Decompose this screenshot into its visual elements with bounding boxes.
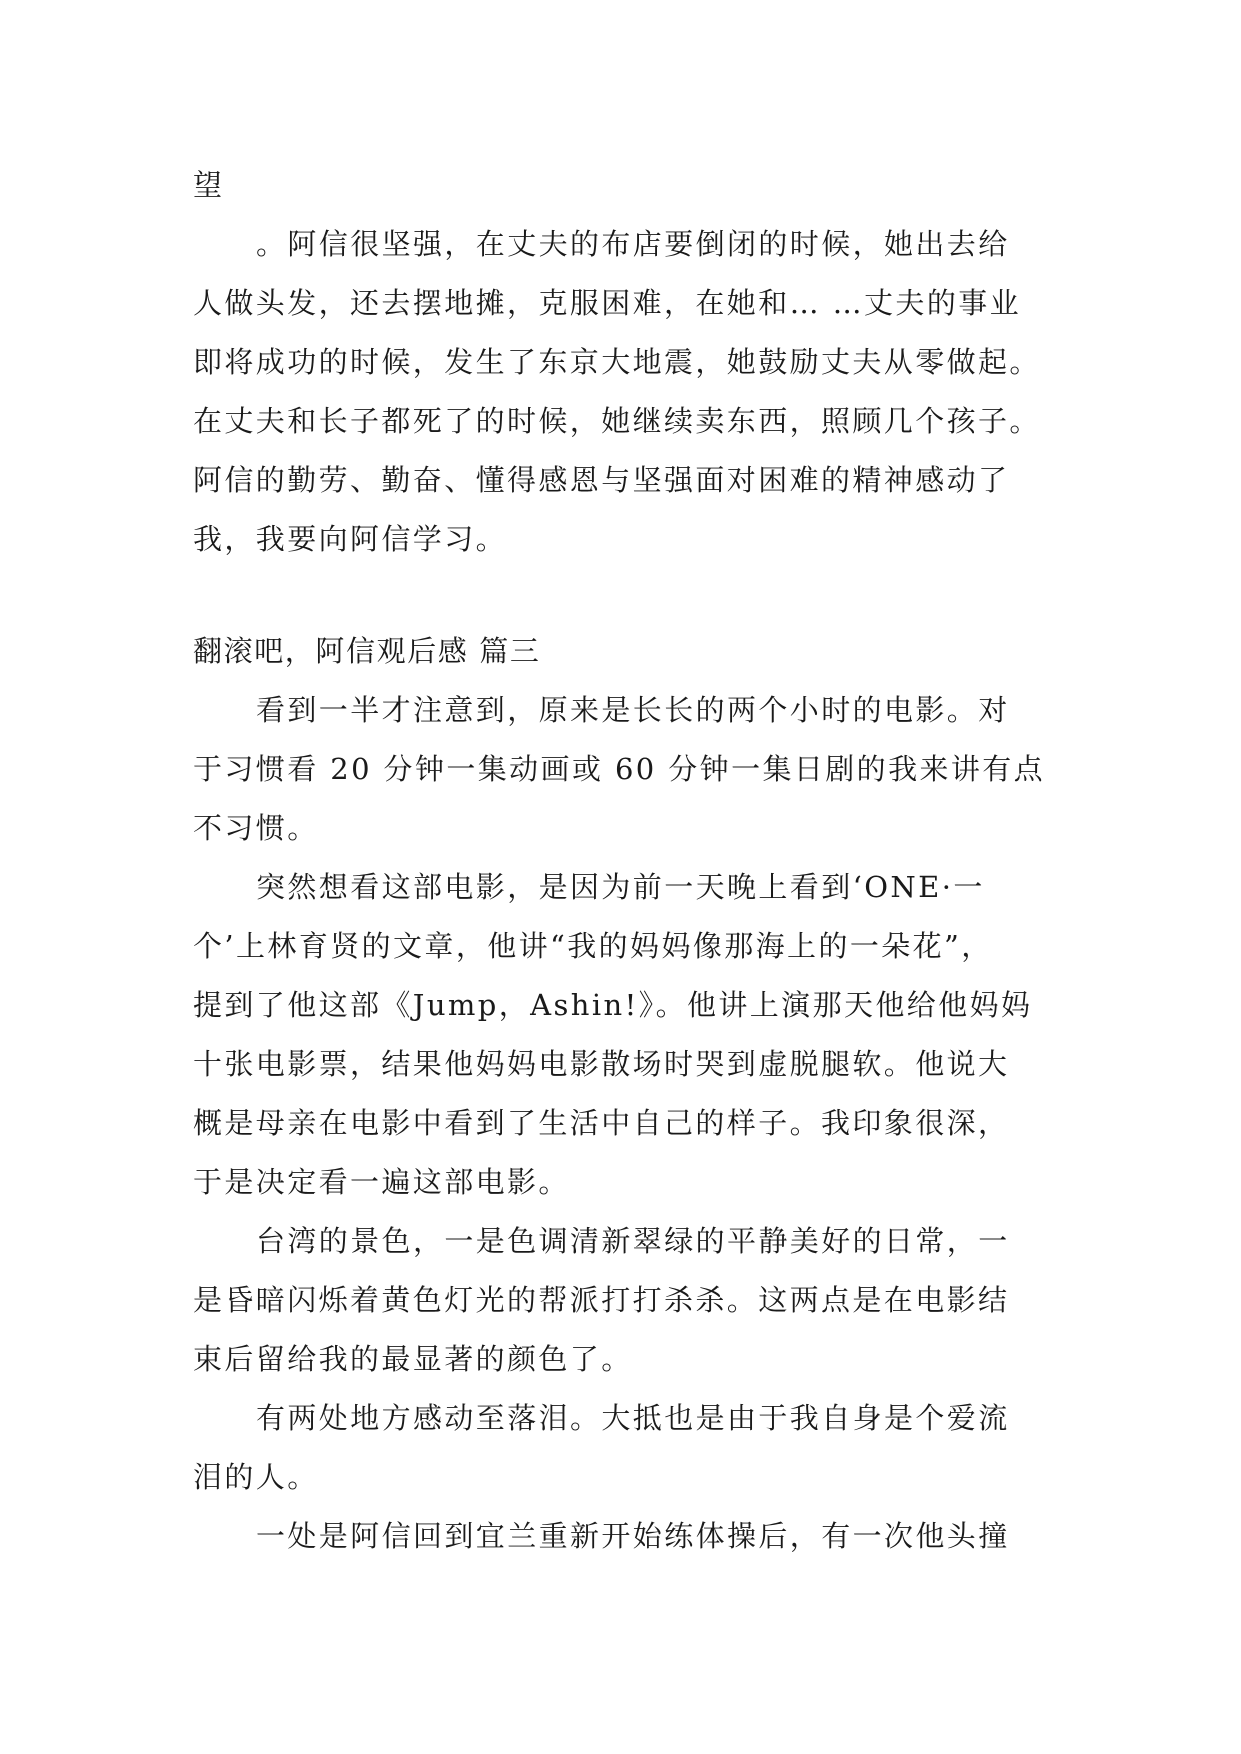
text-line: 有两处地方感动至落泪。大抵也是由于我自身是个爱流 xyxy=(256,1401,1010,1435)
text-line: 在丈夫和长子都死了的时候，她继续卖东西，照顾几个孩子。 xyxy=(193,404,1041,438)
text-line: 突然想看这部电影，是因为前一天晚上看到‘ONE·一 xyxy=(256,870,985,904)
section-heading: 翻滚吧，阿信观后感 篇三 xyxy=(193,634,541,668)
text-line: 阿信的勤劳、勤奋、懂得感恩与坚强面对困难的精神感动了 xyxy=(193,463,1010,497)
text-line: 一处是阿信回到宜兰重新开始练体操后，有一次他头撞 xyxy=(256,1519,1010,1553)
text-line: 于习惯看 20 分钟一集动画或 60 分钟一集日剧的我来讲有点 xyxy=(193,752,1046,786)
text-line: 束后留给我的最显著的颜色了。 xyxy=(193,1342,633,1376)
text-line: 望 xyxy=(193,168,225,202)
text-line: 提到了他这部《Jump，Ashin!》。他讲上演那天他给他妈妈 xyxy=(193,988,1033,1022)
text-line: 台湾的景色，一是色调清新翠绿的平静美好的日常，一 xyxy=(256,1224,1010,1258)
text-line: 于是决定看一遍这部电影。 xyxy=(193,1165,570,1199)
text-line: 人做头发，还去摆地摊，克服困难，在她和… …丈夫的事业 xyxy=(193,286,1022,320)
text-line: 我，我要向阿信学习。 xyxy=(193,522,508,556)
text-line: 个’上林育贤的文章，他讲“我的妈妈像那海上的一朵花”， xyxy=(193,929,993,963)
text-line: 概是母亲在电影中看到了生活中自己的样子。我印象很深， xyxy=(193,1106,1010,1140)
text-line: 看到一半才注意到，原来是长长的两个小时的电影。对 xyxy=(256,693,1010,727)
text-line: 十张电影票，结果他妈妈电影散场时哭到虚脱腿软。他说大 xyxy=(193,1047,1010,1081)
text-line: 即将成功的时候，发生了东京大地震，她鼓励丈夫从零做起。 xyxy=(193,345,1041,379)
text-line: 泪的人。 xyxy=(193,1460,319,1494)
text-line: 是昏暗闪烁着黄色灯光的帮派打打杀杀。这两点是在电影结 xyxy=(193,1283,1010,1317)
text-line: 不习惯。 xyxy=(193,811,319,845)
text-line: 。阿信很坚强，在丈夫的布店要倒闭的时候，她出去给 xyxy=(256,227,1010,261)
